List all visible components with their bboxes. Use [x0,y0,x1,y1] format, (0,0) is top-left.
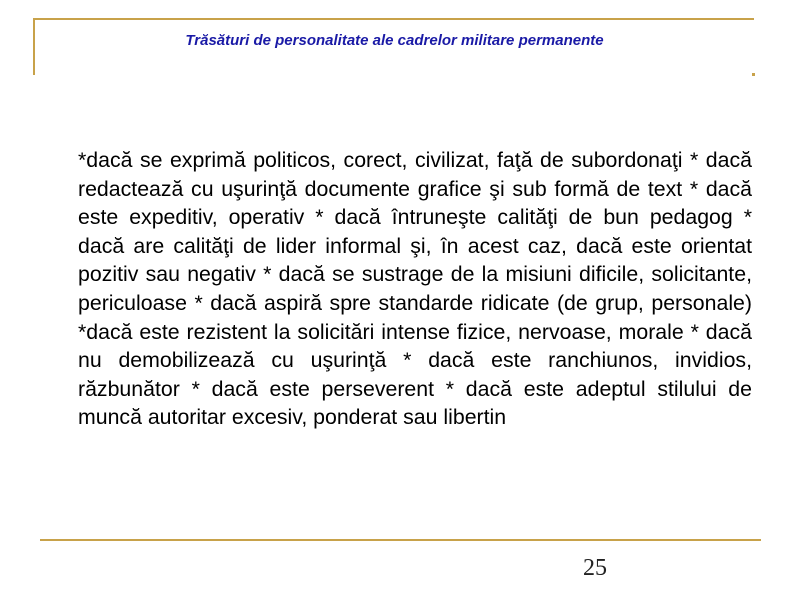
footer-divider-line [40,539,761,541]
slide-title: Trăsături de personalitate ale cadrelor militare permanente [185,32,604,49]
header-frame-top-line [33,18,754,20]
header-frame-corner-dot [752,73,755,76]
page-number: 25 [583,555,607,581]
slide-body-text: *dacă se exprimă politicos, corect, civilizat, faţă de subordonaţi * dacă redactează cu uşurinţă documente grafice şi sub formă de text * dacă este expeditiv, operativ * dacă întruneşte calităţi de bun pedagog * dacă are calităţi de lider informal şi, în acest caz, dacă este orientat pozitiv sau negativ * dacă se sustrage de la misiuni dificile, solicitante, periculoase * dacă aspiră spre standarde ridicate (de grup, personale) *dacă este rezistent la solicitări intense fizice, nervoase, morale * dacă nu demobilizează cu uşurinţă * dacă este ranchiunos, invidios, răzbunător * dacă este perseverent * dacă este adeptul stilului de muncă autoritar excesiv, ponderat sau libertin [78,148,752,430]
